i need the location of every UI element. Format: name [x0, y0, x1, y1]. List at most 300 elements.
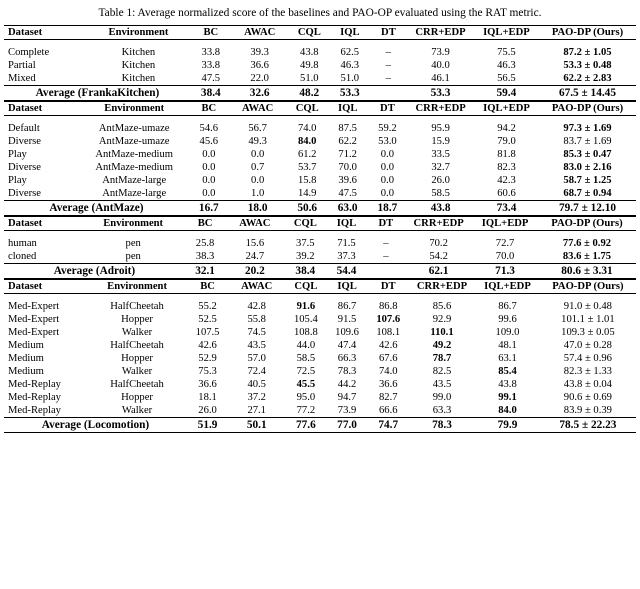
table-cell: 77.2: [296, 405, 316, 416]
table-cell: 51.0: [300, 73, 319, 84]
table-cell: 78.7: [432, 353, 452, 364]
table-row: [4, 404, 636, 418]
table-cell: 1.0: [251, 188, 265, 199]
column-header: CQL: [289, 26, 330, 40]
average-cell: 71.3: [472, 264, 538, 279]
table-cell: 42.6: [198, 340, 217, 351]
table-cell: Complete: [8, 47, 50, 58]
table-cell: 74.0: [378, 366, 398, 377]
table-cell: 84.0: [297, 136, 317, 147]
average-label: Average (Locomotion): [4, 418, 187, 433]
results-table-adroit: [4, 216, 636, 279]
average-cell: 51.9: [187, 418, 228, 433]
table-cell: 52.9: [198, 353, 217, 364]
table-cell: pen: [125, 238, 141, 249]
table-cell: Hopper: [121, 392, 153, 403]
table-cell: 32.7: [431, 162, 450, 173]
table-cell: 0.0: [202, 162, 216, 173]
average-cell: 77.6: [285, 418, 326, 433]
average-cell: [367, 264, 405, 279]
table-cell: 0.7: [251, 162, 265, 173]
table-cell: Walker: [121, 405, 153, 416]
table-cell: 33.8: [201, 60, 221, 71]
column-header: Environment: [79, 102, 189, 116]
table-cell: 82.3 ± 1.33: [563, 366, 612, 377]
table-cell: 94.2: [497, 123, 516, 134]
table-cell: pen: [125, 251, 141, 262]
column-header: IQL: [326, 280, 367, 294]
table-cell: 59.2: [378, 123, 397, 134]
table-cell: –: [385, 47, 392, 58]
table-cell: 61.2: [297, 149, 317, 160]
table-cell: 99.1: [498, 392, 517, 403]
table-cell: AntMaze-large: [102, 188, 167, 199]
table-cell: human: [8, 238, 37, 249]
table-cell: –: [383, 238, 389, 249]
table-cell: 71.5: [337, 238, 356, 249]
column-header: Dataset: [4, 26, 86, 40]
table-row: [4, 339, 636, 352]
average-cell: 54.4: [326, 264, 366, 279]
table-cell: 52.5: [198, 314, 217, 325]
table-cell: 47.5: [338, 188, 357, 199]
table-cell: 38.3: [195, 251, 215, 262]
table-cell: 75.5: [497, 47, 516, 58]
average-cell: 73.4: [474, 201, 539, 216]
average-cell: [370, 86, 407, 101]
table-cell: 46.3: [340, 60, 360, 71]
average-row: [4, 86, 636, 101]
table-cell: 58.7 ± 1.25: [563, 175, 612, 186]
table-cell: 53.7: [297, 162, 317, 173]
table-cell: 86.7: [337, 301, 357, 312]
table-cell: 82.5: [432, 366, 452, 377]
table-cell: 0.0: [380, 162, 395, 173]
table-cell: 36.6: [250, 60, 269, 71]
table-row: [4, 313, 636, 326]
table-cell: 15.9: [431, 136, 450, 147]
bottom-rule: [4, 432, 636, 433]
table-cell: 55.2: [198, 301, 217, 312]
table-cell: 73.9: [431, 47, 450, 58]
table-cell: 66.3: [337, 353, 357, 364]
table-cell: 74.5: [247, 327, 266, 338]
column-header: IQL+EDP: [474, 102, 539, 116]
table-cell: 81.8: [497, 149, 516, 160]
table-cell: AntMaze-medium: [95, 149, 174, 160]
column-header: IQL+EDP: [475, 280, 540, 294]
table-cell: 57.4 ± 0.96: [563, 353, 612, 364]
table-cell: 107.6: [376, 314, 401, 325]
table-cell: AntMaze-medium: [95, 162, 174, 173]
table-cell: 57.0: [247, 353, 266, 364]
table-cell: AntMaze-umaze: [98, 123, 170, 134]
table-row: [4, 72, 636, 86]
table-row: [4, 187, 636, 201]
table-header-row: [4, 217, 636, 231]
table-cell: 37.3: [337, 251, 356, 262]
rule: [4, 432, 636, 433]
table-cell: Kitchen: [121, 60, 156, 71]
table-cell: 33.5: [431, 149, 450, 160]
table-cell: HalfCheetah: [110, 340, 164, 351]
table-cell: 85.6: [432, 301, 452, 312]
table-header-row: [4, 102, 636, 116]
table-cell: 44.0: [296, 340, 316, 351]
average-cell: 43.8: [407, 201, 474, 216]
table-cell: 43.8: [498, 379, 517, 390]
column-header: AWAC: [229, 102, 287, 116]
table-cell: 43.8 ± 0.04: [563, 379, 612, 390]
average-row: [4, 201, 636, 216]
table-cell: 86.8: [378, 301, 398, 312]
average-cell: 74.7: [368, 418, 409, 433]
average-cell: 79.7 ± 12.10: [539, 201, 636, 216]
table-cell: 62.2 ± 2.83: [563, 73, 612, 84]
average-cell: 38.4: [191, 86, 231, 101]
table-cell: 70.2: [429, 238, 448, 249]
column-header: PAO-DP (Ours): [539, 26, 636, 40]
table-cell: 101.1 ± 1.01: [561, 314, 615, 325]
table-cell: 75.3: [198, 366, 217, 377]
table-cell: 63.3: [432, 405, 452, 416]
table-cell: Walker: [121, 366, 153, 377]
table-cell: 58.5: [431, 188, 450, 199]
table-cell: 45.6: [199, 136, 219, 147]
table-cell: 15.6: [245, 238, 265, 249]
table-cell: 15.8: [297, 175, 317, 186]
table-cell: 109.0: [495, 327, 520, 338]
table-cell: Hopper: [121, 314, 153, 325]
table-cell: 36.6: [378, 379, 398, 390]
table-cell: 22.0: [250, 73, 269, 84]
table-cell: 79.0: [497, 136, 516, 147]
table-cell: 77.6 ± 0.92: [562, 238, 612, 249]
table-cell: 70.0: [338, 162, 357, 173]
column-header: CQL: [287, 102, 328, 116]
column-header: AWAC: [228, 280, 285, 294]
table-cell: 107.5: [195, 327, 220, 338]
average-label: Average (Adroit): [4, 264, 185, 279]
table-cell: 18.1: [198, 392, 217, 403]
table-cell: 49.2: [432, 340, 452, 351]
table-cell: 72.7: [495, 238, 515, 249]
table-row: [4, 59, 636, 72]
table-row: [4, 250, 636, 264]
table-cell: 43.5: [432, 379, 452, 390]
table-cell: 85.3 ± 0.47: [563, 149, 612, 160]
table-cell: 63.1: [498, 353, 517, 364]
column-header: DT: [368, 102, 408, 116]
table-cell: 51.0: [340, 73, 360, 84]
table-cell: Play: [8, 175, 27, 186]
column-header: IQL+EDP: [472, 217, 538, 231]
average-cell: 78.5 ± 22.23: [540, 418, 636, 433]
average-cell: 67.5 ± 14.45: [539, 86, 636, 101]
table-cell: 87.5: [338, 123, 357, 134]
table-cell: Med-Expert: [8, 314, 60, 325]
table-cell: 91.5: [337, 314, 357, 325]
average-cell: 18.7: [368, 201, 408, 216]
column-header: BC: [185, 217, 225, 231]
table-cell: 108.8: [293, 327, 318, 338]
table-cell: 62.5: [340, 47, 360, 58]
table-row: [4, 326, 636, 339]
table-cell: Default: [8, 123, 40, 134]
table-cell: 42.6: [378, 340, 398, 351]
table-cell: 73.9: [337, 405, 357, 416]
column-header: Environment: [87, 280, 187, 294]
table-cell: HalfCheetah: [110, 379, 164, 390]
average-cell: 79.9: [475, 418, 540, 433]
table-cell: 48.1: [498, 340, 517, 351]
average-cell: 53.3: [407, 86, 474, 101]
table-cell: 92.9: [432, 314, 452, 325]
table-cell: 83.7 ± 1.69: [563, 136, 612, 147]
average-cell: 20.2: [225, 264, 284, 279]
table-cell: 0.0: [251, 175, 265, 186]
table-cell: Kitchen: [121, 73, 156, 84]
average-cell: 32.1: [185, 264, 225, 279]
table-cell: 44.2: [337, 379, 357, 390]
table-cell: 27.1: [247, 405, 266, 416]
table-cell: Mixed: [8, 73, 36, 84]
column-header: BC: [191, 26, 231, 40]
table-cell: 36.6: [198, 379, 217, 390]
table-cell: Hopper: [121, 353, 153, 364]
table-cell: 97.3 ± 1.69: [563, 123, 612, 134]
table-cell: 47.0 ± 0.28: [563, 340, 612, 351]
table-row: [4, 122, 636, 135]
table-cell: 72.4: [247, 366, 266, 377]
table-cell: 83.0 ± 2.16: [563, 162, 612, 173]
table-cell: 0.0: [202, 188, 216, 199]
table-cell: 42.3: [497, 175, 516, 186]
column-header: CQL: [284, 217, 326, 231]
table-cell: –: [383, 251, 389, 262]
table-cell: 105.4: [293, 314, 318, 325]
average-cell: 16.7: [189, 201, 229, 216]
table-cell: 14.9: [297, 188, 317, 199]
table-cell: 90.6 ± 0.69: [563, 392, 612, 403]
table-cell: 67.6: [378, 353, 398, 364]
table-cell: 26.0: [198, 405, 217, 416]
table-cell: Partial: [8, 60, 36, 71]
table-cell: 56.7: [248, 123, 267, 134]
column-header: IQL: [326, 217, 366, 231]
table-cell: Medium: [8, 340, 44, 351]
column-header: Environment: [86, 26, 191, 40]
column-header: CRR+EDP: [407, 26, 474, 40]
column-header: DT: [368, 280, 409, 294]
table-cell: AntMaze-umaze: [98, 136, 170, 147]
table-caption: Table 1: Average normalized score of the baselines and PAO-OP evaluated using the RAT metric.: [98, 7, 542, 19]
table-cell: Diverse: [8, 136, 41, 147]
average-cell: 50.1: [228, 418, 285, 433]
table-cell: Walker: [121, 327, 153, 338]
table-cell: 45.5: [296, 379, 316, 390]
average-cell: 53.3: [330, 86, 370, 101]
table-cell: 0.0: [202, 175, 216, 186]
table-cell: 43.8: [300, 47, 319, 58]
table-cell: 0.0: [380, 149, 395, 160]
table-cell: 33.8: [201, 47, 221, 58]
table-cell: 78.3: [337, 366, 357, 377]
results-table-antmaze: [4, 101, 636, 216]
table-row: [4, 161, 636, 174]
table-cell: 47.4: [337, 340, 357, 351]
table-cell: 84.0: [498, 405, 517, 416]
table-cell: 26.0: [431, 175, 450, 186]
table-cell: Med-Replay: [8, 379, 61, 390]
table-row: [4, 352, 636, 365]
average-cell: 18.0: [229, 201, 287, 216]
table-row: [4, 46, 636, 59]
table-cell: 83.6 ± 1.75: [562, 251, 612, 262]
table-cell: 95.0: [296, 392, 316, 403]
average-label: Average (FrankaKitchen): [4, 86, 191, 101]
table-cell: 0.0: [380, 175, 395, 186]
table-cell: 71.2: [338, 149, 357, 160]
column-header: PAO-DP (Ours): [540, 280, 636, 294]
table-cell: 39.3: [250, 47, 269, 58]
column-header: Dataset: [4, 102, 79, 116]
table-cell: 0.0: [380, 188, 395, 199]
table-row: [4, 135, 636, 148]
column-header: BC: [189, 102, 229, 116]
table-cell: Med-Replay: [8, 392, 61, 403]
table-cell: 53.3 ± 0.48: [563, 60, 612, 71]
average-cell: 78.3: [409, 418, 475, 433]
table-cell: 94.7: [337, 392, 357, 403]
table-cell: Med-Expert: [8, 301, 60, 312]
table-header-row: [4, 280, 636, 294]
table-row: [4, 174, 636, 187]
column-header: PAO-DP (Ours): [539, 102, 636, 116]
table-cell: AntMaze-large: [102, 175, 167, 186]
average-cell: 32.6: [231, 86, 289, 101]
table-cell: Medium: [8, 353, 44, 364]
column-header: CRR+EDP: [407, 102, 474, 116]
table-cell: 70.0: [495, 251, 515, 262]
table-cell: 74.0: [297, 123, 317, 134]
table-cell: 46.1: [431, 73, 450, 84]
table-cell: 40.5: [247, 379, 266, 390]
table-cell: 37.5: [296, 238, 315, 249]
results-table-frankakitchen: [4, 25, 636, 101]
table-cell: 60.6: [497, 188, 516, 199]
table-cell: 49.3: [248, 136, 267, 147]
table-cell: 54.6: [199, 123, 219, 134]
table-cell: 0.0: [202, 149, 216, 160]
table-cell: 42.8: [247, 301, 266, 312]
table-cell: 39.6: [338, 175, 357, 186]
column-header: CQL: [285, 280, 326, 294]
table-cell: 82.3: [497, 162, 516, 173]
column-header: DT: [370, 26, 407, 40]
column-header: IQL: [328, 102, 368, 116]
table-cell: 91.6: [296, 301, 316, 312]
table-cell: Diverse: [8, 162, 41, 173]
table-cell: 40.0: [431, 60, 450, 71]
column-header: IQL+EDP: [474, 26, 539, 40]
column-header: Dataset: [4, 280, 87, 294]
table-cell: cloned: [8, 251, 37, 262]
table-cell: 86.7: [498, 301, 517, 312]
table-row: [4, 300, 636, 313]
table-cell: 25.8: [195, 238, 215, 249]
table-cell: 108.1: [376, 327, 401, 338]
table-cell: Kitchen: [121, 47, 156, 58]
table-cell: 99.6: [498, 314, 517, 325]
table-cell: 58.5: [296, 353, 316, 364]
table-cell: HalfCheetah: [110, 301, 164, 312]
tables-container: [4, 25, 636, 433]
table-cell: 47.5: [201, 73, 221, 84]
table-cell: Med-Expert: [8, 327, 60, 338]
table-cell: 54.2: [429, 251, 448, 262]
column-header: AWAC: [231, 26, 289, 40]
table-header-row: [4, 26, 636, 40]
column-header: AWAC: [225, 217, 284, 231]
table-cell: 37.2: [247, 392, 266, 403]
table-cell: 66.6: [378, 405, 398, 416]
table-cell: 24.7: [245, 251, 265, 262]
table-row: [4, 148, 636, 161]
column-header: Dataset: [4, 217, 81, 231]
table-cell: 99.0: [432, 392, 452, 403]
table-cell: 55.8: [247, 314, 266, 325]
table-cell: Diverse: [8, 188, 41, 199]
average-cell: 38.4: [284, 264, 326, 279]
table-cell: –: [385, 73, 392, 84]
table-cell: 85.4: [498, 366, 517, 377]
table-cell: 83.9 ± 0.39: [563, 405, 612, 416]
table-cell: 49.8: [300, 60, 319, 71]
average-label: Average (AntMaze): [4, 201, 189, 216]
column-header: PAO-DP (Ours): [538, 217, 636, 231]
average-cell: 77.0: [326, 418, 367, 433]
column-header: CRR+EDP: [405, 217, 472, 231]
column-header: CRR+EDP: [409, 280, 475, 294]
average-cell: 50.6: [287, 201, 328, 216]
table-row: [4, 237, 636, 250]
table-cell: Med-Replay: [8, 405, 61, 416]
table-cell: Play: [8, 149, 27, 160]
table-cell: 46.3: [497, 60, 516, 71]
table-cell: 109.6: [335, 327, 359, 338]
column-header: Environment: [81, 217, 184, 231]
table-cell: 68.7 ± 0.94: [563, 188, 612, 199]
table-cell: 110.1: [430, 327, 454, 338]
average-cell: 59.4: [474, 86, 539, 101]
average-row: [4, 418, 636, 433]
table-cell: 39.2: [296, 251, 315, 262]
table-cell: –: [385, 60, 392, 71]
table-cell: 91.0 ± 0.48: [563, 301, 612, 312]
table-cell: Medium: [8, 366, 44, 377]
table-cell: 72.5: [296, 366, 316, 377]
column-header: DT: [367, 217, 405, 231]
table-cell: 82.7: [378, 392, 398, 403]
table-cell: 53.0: [378, 136, 397, 147]
average-cell: 48.2: [289, 86, 330, 101]
column-header: BC: [187, 280, 228, 294]
average-cell: 63.0: [328, 201, 368, 216]
table-row: [4, 365, 636, 378]
table-row: [4, 378, 636, 391]
average-row: [4, 264, 636, 279]
